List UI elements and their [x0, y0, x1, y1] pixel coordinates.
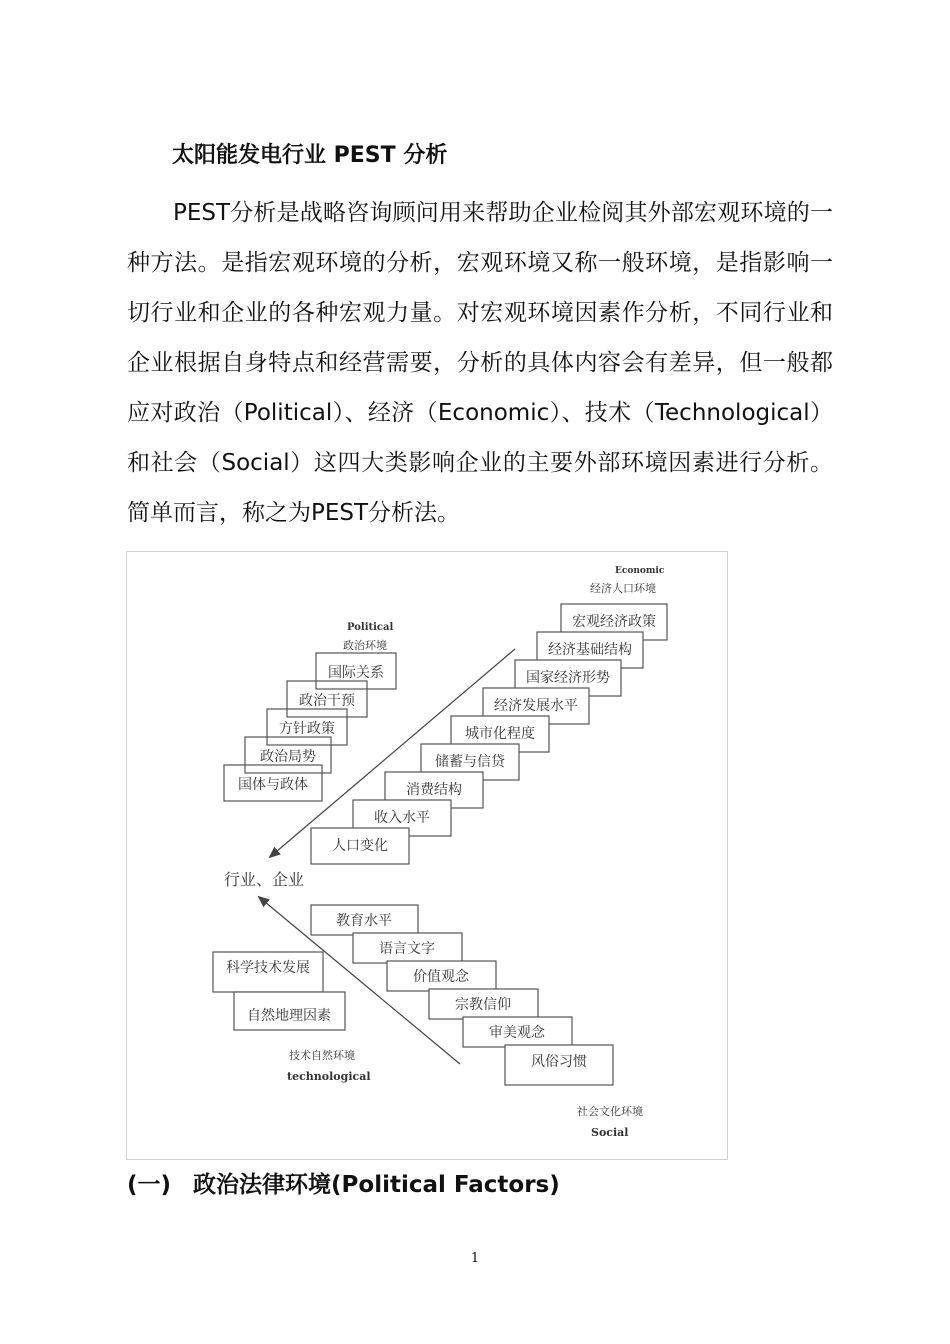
technological-boxes: [213, 952, 345, 1030]
social-box-1: [311, 905, 418, 935]
economic-label-zh: 经济人口环境: [590, 582, 656, 595]
technological-label-zh: 技术自然环境: [289, 1049, 355, 1062]
economic-box-9: [311, 828, 409, 864]
political-label-en: Political: [347, 622, 394, 633]
page-number: 1: [470, 1251, 480, 1266]
document-title: 太阳能发电行业 PEST 分析: [172, 143, 448, 168]
social-box-2: [353, 933, 462, 963]
political-boxes: [224, 653, 396, 801]
social-item-6: 风俗习惯: [531, 1054, 587, 1070]
political-box-5: [224, 765, 322, 801]
social-item-2: 语言文字: [379, 941, 435, 957]
section-number: (一): [127, 1172, 172, 1198]
technological-box-2: [234, 992, 345, 1030]
economic-item-6: 储蓄与信贷: [435, 754, 505, 770]
political-item-1: 国际关系: [328, 665, 384, 681]
economic-item-3: 国家经济形势: [526, 670, 610, 686]
economic-item-5: 城市化程度: [465, 726, 535, 742]
technological-item-2: 自然地理因素: [247, 1008, 331, 1024]
economic-item-4: 经济发展水平: [494, 698, 578, 714]
technological-label-en: technological: [287, 1070, 371, 1083]
pest-diagram: [126, 551, 728, 1160]
center-label: 行业、企业: [224, 870, 305, 889]
economic-item-9: 人口变化: [332, 838, 388, 854]
social-box-3: [387, 961, 496, 991]
social-box-5: [463, 1017, 572, 1047]
social-item-5: 审美观念: [489, 1025, 545, 1041]
economic-item-1: 宏观经济政策: [572, 614, 656, 630]
political-box-1: [316, 653, 396, 689]
political-box-4: [245, 737, 331, 773]
political-item-4: 政治局势: [260, 749, 316, 765]
political-item-3: 方针政策: [279, 721, 335, 737]
social-item-4: 宗教信仰: [455, 997, 511, 1013]
technological-box-1: [213, 952, 323, 992]
social-item-1: 教育水平: [336, 913, 392, 929]
political-box-3: [267, 709, 347, 745]
social-item-3: 价值观念: [413, 969, 469, 985]
section-heading: [127, 1166, 560, 1199]
pest-diagram-svg: [127, 552, 727, 1159]
social-box-4: [429, 989, 538, 1019]
political-item-2: 政治干预: [299, 693, 355, 709]
economic-item-8: 收入水平: [374, 810, 430, 826]
political-box-2: [287, 681, 367, 717]
social-label-en: Social: [591, 1126, 629, 1139]
political-label-zh: 政治环境: [343, 639, 387, 652]
intro-paragraph: PEST分析是战略咨询顾问用来帮助企业检阅其外部宏观环境的一种方法。是指宏观环境的分析，宏观环境又称一般环境，是指影响一切行业和企业的各种宏观力量。对宏观环境因素作分析，不同行业和企业根据自身特点和经营需要，分析的具体内容会有差异，但一般都应对政治（Political）、经济（Economic）、技术（Technological）和社会（Social）这四大类影响企业的主要外部环境因素进行分析。简单而言，称之为PEST分析法。: [127, 200, 833, 526]
technological-item-1: 科学技术发展: [226, 960, 310, 976]
economic-label-en: Economic: [615, 566, 665, 576]
social-label-zh: 社会文化环境: [577, 1105, 643, 1118]
section-title: 政治法律环境(Political Factors): [193, 1172, 560, 1198]
economic-item-2: 经济基础结构: [548, 642, 632, 658]
political-item-5: 国体与政体: [238, 777, 308, 793]
economic-item-7: 消费结构: [406, 782, 462, 798]
social-box-6: [505, 1045, 613, 1085]
social-boxes: [311, 905, 613, 1085]
